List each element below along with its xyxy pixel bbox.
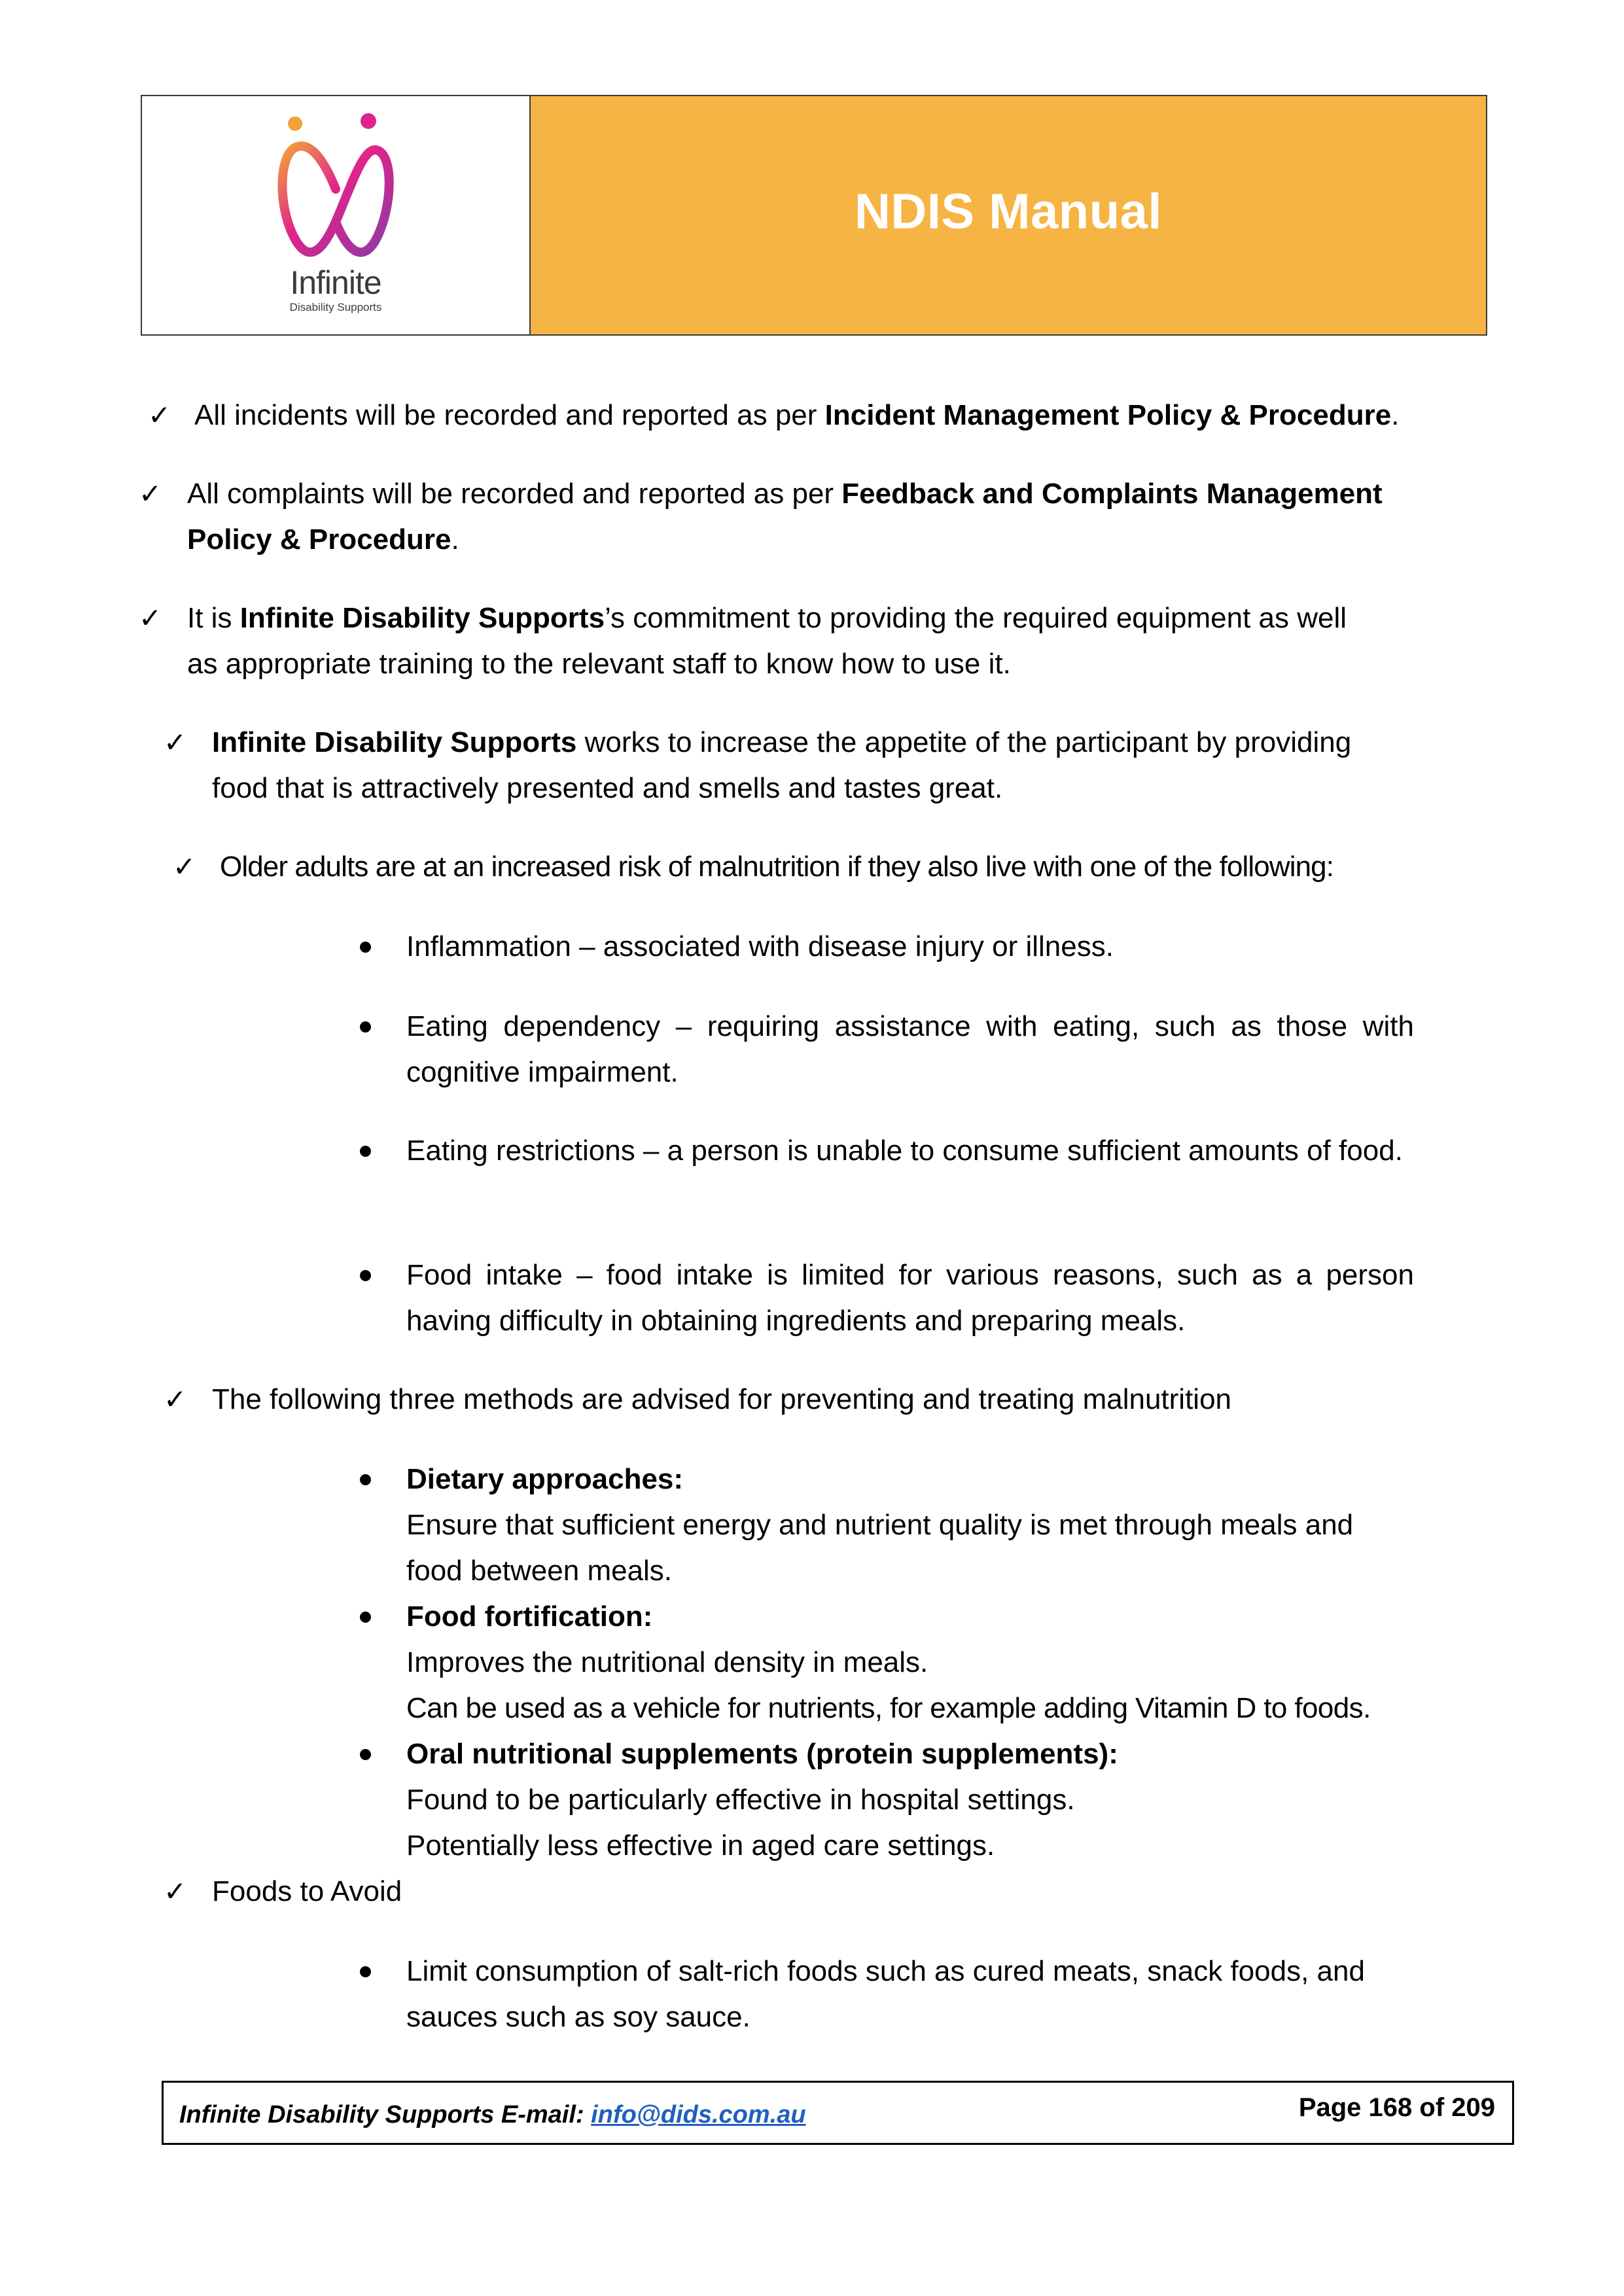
email-link[interactable]: info@dids.com.au [591,2101,806,2128]
text-segment: as appropriate training to the relevant staff to know how to use it. [187,648,1011,680]
bold-segment: Incident Management Policy & Procedure [824,399,1392,431]
bold-segment: Infinite Disability Supports [239,602,605,634]
check-icon: ✓ [164,726,187,758]
bullet-icon [360,1594,373,1640]
bullet-icon [360,1731,373,1777]
logo-tagline: Disability Supports [289,301,382,313]
check-icon: ✓ [139,478,162,510]
text-segment: It is [187,602,240,634]
footer-org-label: Infinite Disability Supports E-mail: [179,2101,591,2128]
bullet-icon [360,1128,373,1174]
avoid-item [406,1949,1479,2040]
page-content [0,366,1624,2068]
method-title: Oral nutritional supplements (protein supplements): [406,1738,1118,1770]
check-icon: ✓ [173,851,196,883]
logo-head-left [288,116,302,131]
avoid-line: Limit consumption of salt-rich foods such as cured meats, snack foods, and [406,1955,1365,1987]
bullet-icon [360,1252,373,1298]
bullet-icon [360,924,373,970]
text-segment: . [1391,399,1400,431]
list-item-methods: The following three methods are advised for preventing and treating malnutrition [212,1383,1232,1415]
page-footer [162,2081,1514,2145]
logo-name: Infinite [290,264,381,301]
risk-factor-item: Food intake – food intake is limited for various reasons, such as a person having difficulty in obtaining ingredients and preparing meals. [406,1259,1414,1337]
check-icon: ✓ [164,1383,187,1415]
method-fortification [406,1594,1479,1731]
list-item-commitment [187,595,1463,687]
bold-segment: Policy & Procedure [187,523,451,556]
risk-factor-item: Eating restrictions – a person is unable to consume sufficient amounts of food. [406,1135,1403,1167]
bold-segment: Infinite Disability Supports [212,726,577,758]
logo-infinity-mark [282,146,389,252]
text-segment: ’s commitment to providing the required equipment as well [605,602,1347,634]
method-line: Found to be particularly effective in hospital settings. [406,1784,1075,1816]
logo-cell [142,96,531,334]
check-icon: ✓ [148,399,171,431]
text-segment: All incidents will be recorded and reported as per [194,399,825,431]
check-icon: ✓ [164,1875,187,1907]
page-number: Page 168 of 209 [1298,2093,1495,2122]
method-line: Improves the nutritional density in meals. [406,1646,928,1678]
title-cell [531,96,1486,334]
bullet-icon [360,1949,373,1994]
text-segment: All complaints will be recorded and reported as per [187,478,842,510]
text-segment: . [451,523,459,556]
method-line: Ensure that sufficient energy and nutrient quality is met through meals and [406,1509,1354,1541]
avoid-line: sauces such as soy sauce. [406,2001,750,2033]
bullet-icon [360,1004,373,1050]
method-line: Can be used as a vehicle for nutrients, for example adding Vitamin D to foods. [406,1692,1371,1724]
list-item-foods-to-avoid: Foods to Avoid [212,1875,402,1907]
text-segment: food that is attractively presented and smells and tastes great. [212,772,1003,804]
method-supplements [406,1731,1479,1869]
method-title: Food fortification: [406,1600,653,1633]
method-title: Dietary approaches: [406,1463,684,1495]
text-segment: works to increase the appetite of the participant by providing [576,726,1352,758]
method-line: Potentially less effective in aged care settings. [406,1829,995,1862]
bold-segment: Feedback and Complaints Management [841,478,1383,510]
risk-factor-item: Inflammation – associated with disease injury or illness. [406,930,1114,963]
infinite-logo [270,111,401,320]
method-dietary [406,1457,1479,1594]
risk-factor-item: Eating dependency – requiring assistance with eating, such as those with cognitive impairment. [406,1010,1414,1088]
logo-head-right [361,113,376,129]
document-title: NDIS Manual [855,183,1162,239]
list-item-incidents [194,393,1438,438]
list-item-appetite [212,720,1488,811]
check-icon: ✓ [139,602,162,634]
method-line: food between meals. [406,1555,673,1587]
footer-contact [179,2101,806,2129]
list-item-complaints [187,471,1463,563]
bullet-icon [360,1457,373,1502]
list-item-older-adults: Older adults are at an increased risk of malnutrition if they also live with one of the following: [220,851,1334,883]
page-header [141,95,1487,336]
